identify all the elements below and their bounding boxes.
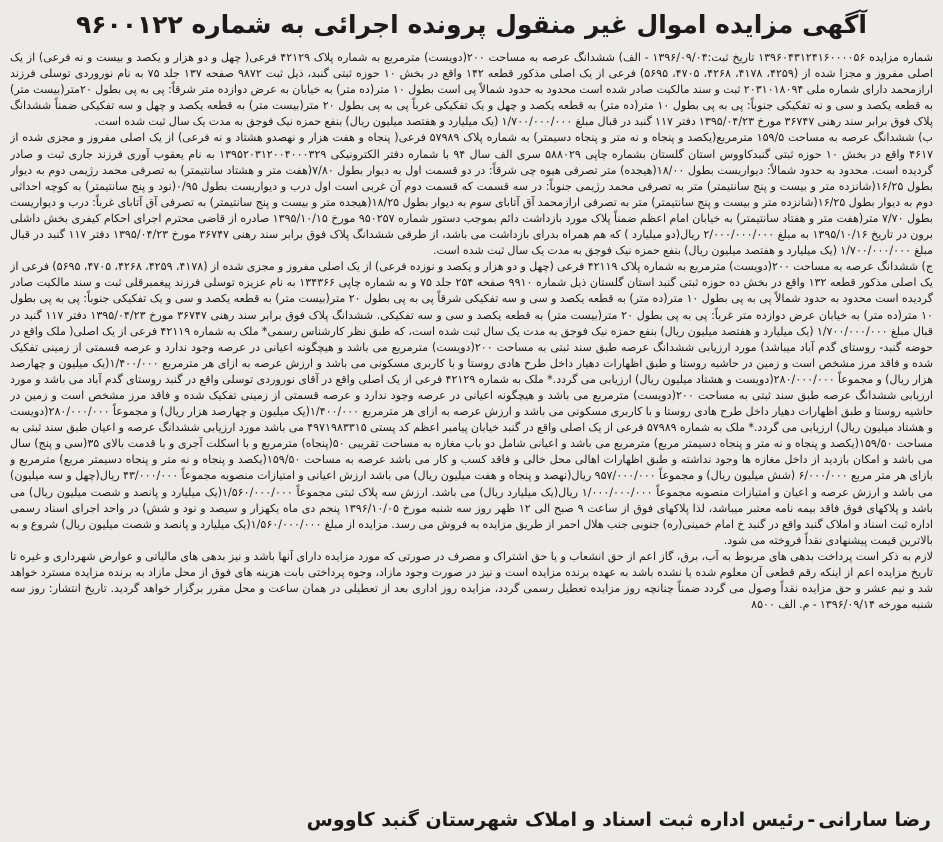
signatory-name: رضا سارانی bbox=[818, 809, 931, 831]
paragraph-c: ج) ششدانگ عرصه به مساحت ۲۰۰(دویست) مترمربع به شماره پلاک ۴۲۱۱۹ فرعی (چهل و دو هزار و یکصد و نوزده فرعی) از یک اصلی مفروز و مجزی شده از (۴۱۷۸، ۴۲۵۹، ۴۲۶۸، ۴۷۰۵، ۵۶۹۵) فرعی از یک اصلی مذکور قطعه ۱۳۲ واقع در بخش ده حوزه ثبتی گنبد استان گلستان ذیل شماره ۹۹۱۰ صفحه ۲۵۴ جلد ۷۵ و به شماره چاپی ۱۳۴۳۶۶ به نام عزیزه توسلی فرزند پیغمبرقلی ثبت و سند مالکیت صادر گردیده است محدود به حدود شمالاً پی به پی بطول ۱۰ متر(ده متر) به قطعه یکصد و سی و سه تفکیکی شرقاً پی به پی بطول ۲۰ متر(بیست متر) به قطعه یکصد و سی و یک تفکیکی جنوباً: پی به پی بطول ۱۰ متر(ده متر) به خیابان عرض دوازده متر غرباً: پی به پی بطول ۲۰ متر(بیست متر) به قطعه یکصد و سی و سه تفکیکی. ششدانگ پلاک فوق برابر سند رهنی ۳۶۷۴۷ مورخ ۱۳۹۵/۰۴/۲۳ دفتر ۱۱۷ گنبد در قبال مبلغ ۱/۷۰۰/۰۰۰/۰۰۰ (یک میلیارد و هفتصد میلیون ریال) بنفع حمزه نیک فوجق به مدت یک سال ثبت شده است، که طبق نظر کارشناس رسمی* ملک به شماره ۴۲۱۱۹ فرعی از یک اصلی( ملک واقع در حوضه گنبد- روستای گدم آباد میباشد) مورد ارزیابی ششدانگ عرصه طبق سند ثبتی به مساحت ۲۰۰(دویست) مترمربع می باشد و هیچگونه اعیانی در عرصه وجود ندارد و عرصه قسمتی از زمینی تفکیک شده و فاقد مرز مشخص است و زمین در حاشیه روستا و طبق اظهارات دهیار داخل طرح هادی روستا و با کاربری مسکونی می باشد و ارزش عرصه به ازای هر مترمربع ۱/۴۰۰/۰۰۰(یک میلیون و چهارصد هزار ریال) و مجموعاً ۲۸۰/۰۰۰/۰۰۰(دویست و هشتاد میلیون ریال) ارزیابی می گردد.* ملک به شماره ۴۲۱۲۹ فرعی از یک اصلی واقع در آقای نوروردی توسلی واقع در گنبد روستای گدم آباد می باشد و مورد ارزیابی ششدانگ عرصه طبق سند ثبتی به مساحت ۲۰۰(دویست) مترمربع می باشد و هیچگونه اعیانی در عرصه وجود ندارد و عرصه قسمتی از زمینی تفکیک شده و فاقد مرز مشخص است و زمین در حاشیه روستا و طبق اظهارات دهیار داخل طرح هادی روستا و با کاربری مسکونی می باشد و ارزش عرصه به ازای هر مترمربع ۱/۴۰۰/۰۰۰(یک میلیون و چهارصد هزار ریال) و مجموعاً ۲۸۰/۰۰۰/۰۰۰(دویست و هشتاد میلیون ریال) ارزیابی می گردد.* ملک به شماره ۵۷۹۸۹ فرعی از یک اصلی واقع در گنبد خیابان پیامبر اعظم کد پستی ۴۹۷۱۹۸۳۳۱۵ می باشد مورد ارزیابی ششدانگ عرصه و اعیان طبق سند ثبتی به مساحت ۱۵۹/۵۰(یکصد و پنجاه و نه متر و پنجاه دسیمتر مربع) مترمربع می باشد و اعیانی شامل دو باب مغازه به مساحت تقریبی ۵۰(پنجاه) مترمربع و با اسکلت آجری و با قدمت بالای ۳۵(سی و پنج) سال می باشد و امکان بازدید از داخل مغازه ها وجود نداشته و طبق اظهارات اهالی محل خالی و فاقد کسب و کار می باشد عرصه به مساحت ۱۵۹/۵۰(یکصد و پنجاه و نه متر و پنجاه دسیمتر مربع) مترمربع و بازای هر متر مربع ۶/۰۰۰/۰۰۰ (شش میلیون ریال) و مجموعاً ۹۵۷/۰۰۰/۰۰۰ ریال(نهصد و پنجاه و هفت میلیون ریال) می باشد ارزش اعیانی و امتیازات منصوبه مجموعاً ۴۳/۰۰۰/۰۰۰ ریال(چهل و سه میلیون) می باشد و ارزش عرصه و اعیان و امتیازات منصوبه مجموعاً ۱/۰۰۰/۰۰۰/۰۰۰ ریال(یک میلیارد ریال) می باشد. ارزش سه پلاک ثبتی مجموعاً ۱/۵۶۰/۰۰۰/۰۰۰(یک میلیارد و پانصد و شصت میلیون ریال) می باشد و پلاکهای فوق فاقد بیمه نامه معتبر میباشد، لذا پلاکهای فوق از ساعت ۹ صبح الی ۱۲ ظهر روز سه شنبه مورخ ۱۳۹۶/۱۰/۰۵ پنجم دی ماه یکهزار و سیصد و نود و شش) در واحد اجرای اسناد رسمی اداره ثبت اسناد و املاک گنبد واقع در گنبد خ امام خمینی(ره) جنوبی جنب هلال احمر از طریق مزایده به فروش می رسد. مزایده از مبلغ ۱/۵۶۰/۰۰۰/۰۰۰(یک میلیارد و پانصد و شصت میلیون ریال) شروع و به بالاترین قیمت پیشنهادی نقداً فروخته می شود. bbox=[10, 260, 933, 547]
signature-separator: - bbox=[807, 809, 816, 831]
paragraph-conditions: لازم به ذکر است پرداخت بدهی های مربوط به آب، برق، گاز اعم از حق انشعاب و یا حق اشتراک و مصرف در صورتی که مورد مزایده دارای آنها باشد و نیز بدهی های مالیاتی و عوارض شهرداری و غیره تا تاریخ مزایده اعم از اینکه رقم قطعی آن معلوم شده یا نشده باشد به عهده برنده مزایده است و نیز در صورت وجود مازاد، وجوه پرداختی بابت هزینه های فوق از محل مازاد به برنده مزایده مسترد خواهد شد و نیم عشر و حق مزایده نقداً وصول می گردد ضمناً چنانچه روز مزایده تعطیل رسمی گردد، مزایده روز اداری بعد از تعطیلی در همان ساعت و محل مقرر برگزار خواهد گردید. تاریخ انتشار: روز سه شنبه مورخه ۱۳۹۶/۰۹/۱۴ - م. الف ۸۵۰۰ bbox=[10, 549, 933, 612]
signatory-position: رئیس اداره ثبت اسناد و املاک شهرستان گنبد کاووس bbox=[306, 809, 805, 831]
paragraph-a: شماره مزایده ۱۳۹۶۰۴۳۱۲۴۱۶۰۰۰۰۵۶ تاریخ ثبت:۱۳۹۶/۰۹/۰۴ - الف) ششدانگ عرصه به مساحت ۲۰۰(دویست) مترمربع به شماره پلاک ۴۲۱۲۹ فرعی( چهل و دو هزار و یکصد و بیست و نه فرعی) از یک اصلی مفروز و مجزا شده از (۴۲۵۹، ۴۱۷۸، ۴۲۶۸، ۴۷۰۵، ۵۶۹۵) فرعی از یک اصلی مذکور قطعه ۱۴۲ واقع در بخش ۱۰ حوزه ثبتی گنبد، ذیل ثبت ۹۸۷۲ صفحه ۱۳۷ جلد ۷۵ به نام نوروردی توسلی فرزند ارازمحمد دارای شماره ملی ۲۰۳۱۰۱۸۰۹۴ ثبت و سند مالکیت صادر شده است محدود به حدود شمالاً پی است بطول ۱۰ متر(ده متر) به خیابان به عرض دوازده متر شرقاً: پی به پی بطول ۲۰متر(بیست متر) به قطعه یکصد و سی و نه تفکیکی جنوباً: پی به پی بطول ۱۰ متر(ده متر) به قطعه یکصد و چهل و یک تفکیکی غرباً پی به پی بطول ۲۰ متر(بیست متر) به قطعه یکصد و چهل و سه تفکیکی ضمناً ششدانگ پلاک فوق برابر سند رهنی ۳۶۷۴۷ مورخ ۱۳۹۵/۰۴/۲۳ دفتر ۱۱۷ گنبد در قبال مبلغ ۱/۷۰۰/۰۰۰/۰۰۰ (یک میلیارد و هفتصد میلیون ریال) بنفع حمزه نیک فوجق به مدت یک سال ثبت شده است. bbox=[10, 51, 933, 129]
signature-line bbox=[10, 806, 931, 834]
notice-body bbox=[10, 50, 933, 780]
notice-title: آگهی مزایده اموال غیر منقول پرونده اجرائی به شماره ۹۶۰۰۱۲۲ bbox=[76, 10, 867, 39]
paragraph-b: ب) ششدانگ عرصه به مساحت ۱۵۹/۵ مترمربع(یکصد و پنجاه و نه متر و پنجاه دسیمتر) به شماره پلاک ۵۷۹۸۹ فرعی( پنجاه و هفت هزار و نهصدو هشتاد و نه فرعی) از یک اصلی مفروز و مجزی شده از ۴۶۱۷ واقع در بخش ۱۰ حوزه ثبتی گنبدکاووس استان گلستان بشماره چاپی ۵۸۸۰۲۹ سری الف سال ۹۴ با شماره دفتر الکترونیکی ۱۳۹۵۲۰۳۱۲۰۰۴۰۰۰۳۲۹ به نام یعقوب آوری فرزند جاری ثبت و صادر گردیده است. محدود به حدود شمالاً: دیواریست بطول ۱۸/۰۰(هیجده) متر تصرفی هیوه چی شرقاً: در دو قسمت اول به دیوار بطول ۷/۸۰(هفت متر و هشتاد سانتیمتر) به تصرفی محمد رژیمی دوم به دیوار بطول ۱۶/۲۵(شانزده متر و بیست و پنج سانتیمتر) متر به تصرفی محمد رژیمی جنوباً: در سه قسمت که قسمت دوم آن غربی است اول درب و دیواریست بطول ۰/۹۵(نود و پنج سانتیمتر) به کوچه احداثی دوم به دیوار بطول ۱۶/۲۵(شانزده متر و بیست و پنج سانتیمتر) متر به تصرفی ارازمحمد آق آتابای سوم به دیوار بطول ۱۸/۲۵(هیجده متر و بیست و پنج سانتیمتر) به تصرفی آق آتابای غرباً: درب و دیواریست بطول ۷/۷۰ متر(هفت متر و هفتاد سانتیمتر) به خیابان امام اعظم ضمناً پلاک مورد بازداشت دائم بموجب دستور شماره ۹۵۰۲۵۷ مورخ ۱۳۹۵/۱۰/۱۵ صادره از قاضی محترم اجرای احکام کیفری بخش داشلی برون در تاریخ ۱۳۹۵/۱۰/۱۶ به مبلغ ۲/۰۰۰/۰۰۰/۰۰۰ ریال(دو میلیارد ) که هم همراه بدرای بازداشت می باشد، از طرفی ششدانگ پلاک فوق برابر سند رهنی ۳۶۷۴۷ مورخ ۱۳۹۵/۰۴/۲۳ دفتر ۱۱۷ گنبد در قبال مبلغ ۱/۷۰۰/۰۰۰/۰۰۰ (یک میلیارد و هفتصد میلیون ریال) بنفع حمزه نیک فوجق به مدت یک سال ثبت شده است. bbox=[10, 131, 933, 258]
